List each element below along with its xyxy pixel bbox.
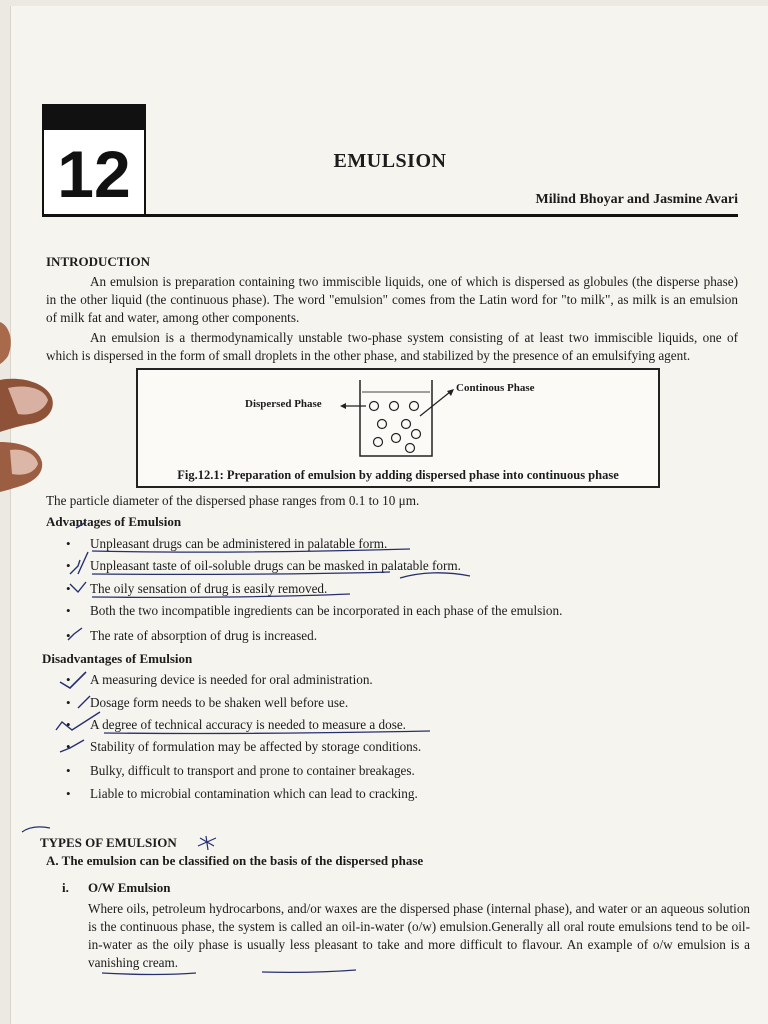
- chapter-number-band: [44, 106, 144, 130]
- bullet-dot: •: [66, 763, 71, 778]
- disadvantage-item-5: Bulky, difficult to transport and prone to container breakages.: [90, 763, 415, 778]
- droplet: [412, 430, 421, 439]
- chapter-number-box: [42, 104, 146, 216]
- ow-emulsion-paragraph: [88, 900, 750, 972]
- chapter-authors: Milind Bhoyar and Jasmine Avari: [535, 192, 738, 207]
- continuous-phase-arrowhead: [447, 389, 454, 396]
- intro-p1-line-3: an emulsion of milk fat and water, among other components.: [46, 292, 738, 325]
- dispersed-phase-arrowhead: [340, 403, 346, 409]
- types-section-a: A. The emulsion can be classified on the basis of the dispersed phase: [46, 853, 424, 868]
- intro-p2-line-1: An emulsion is a thermodynamically unstable two-phase system consisting of at least two immiscible liquids, one of: [90, 330, 738, 345]
- types-sub-i-title: O/W Emulsion: [88, 880, 171, 895]
- types-sub-i-marker: i.: [62, 880, 69, 895]
- bullet-dot: •: [66, 581, 71, 596]
- intro-paragraph-2: [46, 329, 738, 365]
- advantage-item-2: Unpleasant taste of oil-soluble drugs can be masked in palatable form.: [90, 558, 461, 573]
- bullet-dot: •: [66, 717, 71, 732]
- advantage-item-1: Unpleasant drugs can be administered in palatable form.: [90, 536, 388, 551]
- dispersed-phase-label: Dispersed Phase: [245, 398, 322, 410]
- continuous-phase-label: Continous Phase: [456, 382, 535, 394]
- droplet: [406, 444, 415, 453]
- ow-line-4: example of o/w emulsion is a vanishing cream.: [88, 937, 751, 970]
- advantage-item-4: Both the two incompatible ingredients can be incorporated in each phase of the emulsion.: [90, 603, 563, 618]
- bullet-dot: •: [66, 558, 71, 573]
- bullet-dot: •: [66, 695, 71, 710]
- advantages-heading: Advantages of Emulsion: [46, 514, 182, 529]
- ow-line-3: emulsions tend to be oil-in-water as the oily phase is usually less pleasant to take and more difficult to flavour. An: [88, 919, 750, 952]
- droplet: [390, 402, 399, 411]
- figure-caption: Fig.12.1: Preparation of emulsion by adding dispersed phase into continuous phase: [177, 468, 619, 482]
- chapter-title: EMULSION: [333, 150, 447, 172]
- beaker-diagram: [138, 370, 658, 466]
- bullet-dot: •: [66, 786, 71, 801]
- bullet-dot: •: [66, 739, 71, 754]
- disadvantages-heading: Disadvantages of Emulsion: [42, 651, 193, 666]
- beaker-outline: [360, 380, 432, 456]
- disadvantage-item-1: A measuring device is needed for oral administration.: [90, 672, 373, 687]
- droplet: [374, 438, 383, 447]
- ow-line-2: solution is the continuous phase, the system is called an oil-in-water (o/w) emulsion.Generally all oral route: [88, 901, 751, 934]
- droplet: [410, 402, 419, 411]
- intro-p2-line-2: which is dispersed in the form of small droplets in the other phase, and stabilized by the presence of an emulsifying agent.: [46, 348, 691, 363]
- intro-p1-line-1: An emulsion is preparation containing two immiscible liquids, one of which is dispersed as globules (the disperse: [90, 274, 700, 289]
- advantage-item-5: The rate of absorption of drug is increased.: [90, 628, 318, 643]
- advantage-item-3: The oily sensation of drug is easily removed.: [90, 581, 328, 596]
- droplet: [378, 420, 387, 429]
- chapter-header-rule: [42, 214, 738, 217]
- bullet-dot: •: [66, 672, 71, 687]
- types-heading: TYPES OF EMULSION: [40, 835, 177, 850]
- figure-12-1: [136, 368, 660, 488]
- particle-diameter-text: The particle diameter of the dispersed phase ranges from 0.1 to 10 μm.: [46, 493, 420, 508]
- disadvantage-item-6: Liable to microbial contamination which can lead to cracking.: [90, 786, 418, 801]
- droplet: [392, 434, 401, 443]
- introduction-heading: INTRODUCTION: [46, 254, 151, 269]
- droplet: [370, 402, 379, 411]
- thumb-holding-page: [0, 322, 60, 512]
- bullet-dot: •: [66, 628, 71, 643]
- chapter-number: 12: [57, 137, 131, 211]
- bullet-dot: •: [66, 536, 71, 551]
- disadvantage-item-4: Stability of formulation may be affected by storage conditions.: [90, 739, 422, 754]
- bullet-dot: •: [66, 603, 71, 618]
- droplet: [402, 420, 411, 429]
- intro-p1-line-2: phase) in the other liquid (the continuous phase). The word "emulsion" comes from the Latin word for "to milk", as milk is: [46, 274, 739, 307]
- disadvantage-item-2: Dosage form needs to be shaken well before use.: [90, 695, 349, 710]
- disadvantage-item-3: A degree of technical accuracy is needed to measure a dose.: [90, 717, 406, 732]
- intro-paragraph-1: [46, 273, 738, 327]
- continuous-phase-arrow: [420, 392, 450, 416]
- ow-line-1: Where oils, petroleum hydrocarbons, and/or waxes are the dispersed phase (internal phase), and water or an aqueous: [88, 901, 705, 916]
